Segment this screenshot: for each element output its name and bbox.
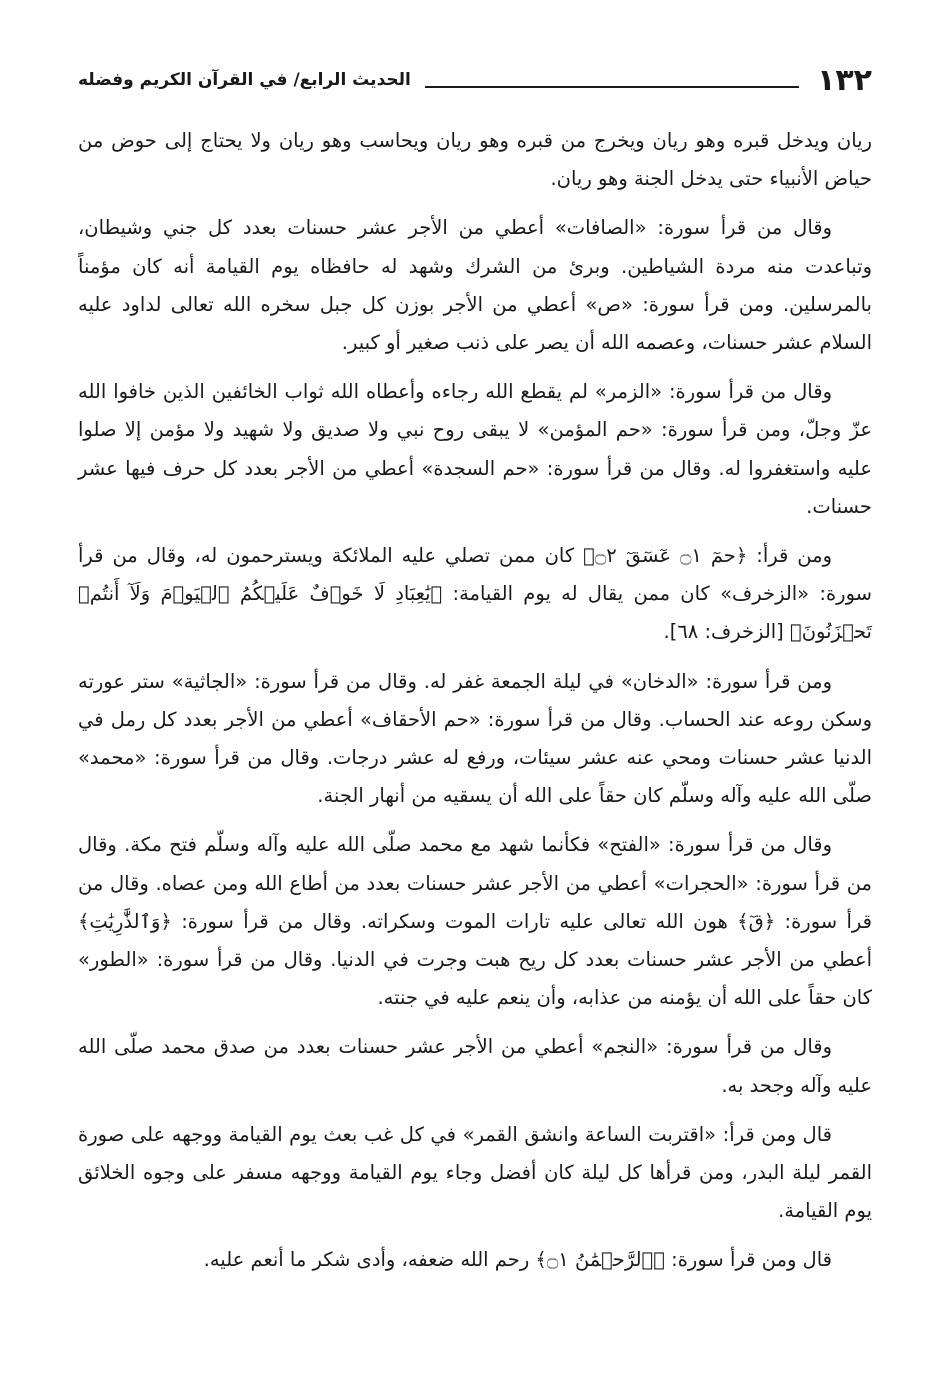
header-rule	[425, 86, 799, 88]
paragraph-4: ومن قرأ: ﴿حمٓ ۝١ عٓسٓقٓ ۝٢﴾ كان ممن تصلي عليه الملائكة ويسترحمون له، وقال من قرأ سورة: «الزخرف» كان ممن يقال له يوم القيامة: ﴿يَٰعِبَادِ لَا خَوۡفٌ عَلَيۡكُمُ ٱلۡيَوۡمَ وَلَآ أَنتُمۡ تَحۡزَنُونَ﴾ [الزخرف: ٦٨].	[78, 544, 872, 644]
paragraph-8: قال ومن قرأ: «اقتربت الساعة وانشق القمر» في كل غب بعث يوم القيامة ووجهه على صورة القمر ليلة البدر، ومن قرأها كل ليلة كان أفضل وجاء يوم القيامة ووجهه مسفر على وجوه الخلائق يوم القيامة.	[78, 1122, 872, 1223]
paragraph-7: وقال من قرأ سورة: «النجم» أعطي من الأجر عشر حسنات بعدد من صدق محمد صلّى الله عليه وآله وجحد به.	[78, 1035, 872, 1097]
page-number: ١٣٢	[817, 62, 872, 98]
paragraph-1: ريان ويدخل قبره وهو ريان ويخرج من قبره وهو ريان ويحاسب وهو ريان ولا يحتاج إلى حوض من حياض الأنبياء حتى يدخل الجنة وهو ريان.	[78, 129, 872, 191]
running-title: الحديث الرابع/ في القرآن الكريم وفضله	[78, 70, 411, 90]
paragraph-6: وقال من قرأ سورة: «الفتح» فكأنما شهد مع محمد صلّى الله عليه وآله وسلّم فتح مكة. وقال من قرأ سورة: «الحجرات» أعطي من الأجر عشر حسنات بعدد من أطاع الله ومن عصاه. وقال من قرأ سورة: ﴿قٓ﴾ هون الله تعالى عليه تارات الموت وسكراته. وقال من قرأ سورة: ﴿وَٱلذَّٰرِيَٰتِ﴾ أعطي من الأجر عشر حسنات بعدد كل ريح هبت وجرت في الدنيا. وقال من قرأ سورة: «الطور» كان حقاً على الله أن يؤمنه من عذابه، وأن ينعم عليه في جنته.	[78, 833, 872, 1010]
paragraph-5: ومن قرأ سورة: «الدخان» في ليلة الجمعة غفر له. وقال من قرأ سورة: «الجاثية» ستر عورته وسكن روعه عند الحساب. وقال من قرأ سورة: «حم الأحقاف» أعطي من الأجر بعدد كل رمل في الدنيا عشر حسنات ومحي عنه عشر سيئات، ورفع له عشر درجات. وقال من قرأ سورة: «محمد» صلّى الله عليه وآله وسلّم كان حقاً على الله أن يسقيه من أنهار الجنة.	[78, 669, 872, 808]
body-text	[78, 122, 872, 1291]
paragraph-3: وقال من قرأ سورة: «الزمر» لم يقطع الله رجاءه وأعطاه الله ثواب الخائفين الذين خافوا الله عزّ وجلّ، ومن قرأ سورة: «حم المؤمن» لا يبقى روح نبي ولا صديق ولا شهيد ولا مؤمن إلا صلوا عليه واستغفروا له. وقال من قرأ سورة: «حم السجدة» أعطي من الأجر بعدد كل حرف فيها عشر حسنات.	[78, 380, 872, 518]
page-header	[78, 58, 872, 102]
paragraph-9: قال ومن قرأ سورة: ﴿ٱلرَّحۡمَٰنُ ۝١﴾ رحم الله ضعفه، وأدى شكر ما أنعم عليه.	[203, 1248, 832, 1272]
paragraph-2: وقال من قرأ سورة: «الصافات» أعطي من الأجر عشر حسنات بعدد كل جني وشيطان، وتباعدت منه مردة الشياطين. وبرئ من الشرك وشهد له حافظاه يوم القيامة أنه كان مؤمناً بالمرسلين. ومن قرأ سورة: «ص» أعطي من الأجر بوزن كل جبل سخره الله تعالى لداود عليه السلام عشر حسنات، وعصمه الله أن يصر على ذنب صغير أو كبير.	[78, 216, 872, 355]
